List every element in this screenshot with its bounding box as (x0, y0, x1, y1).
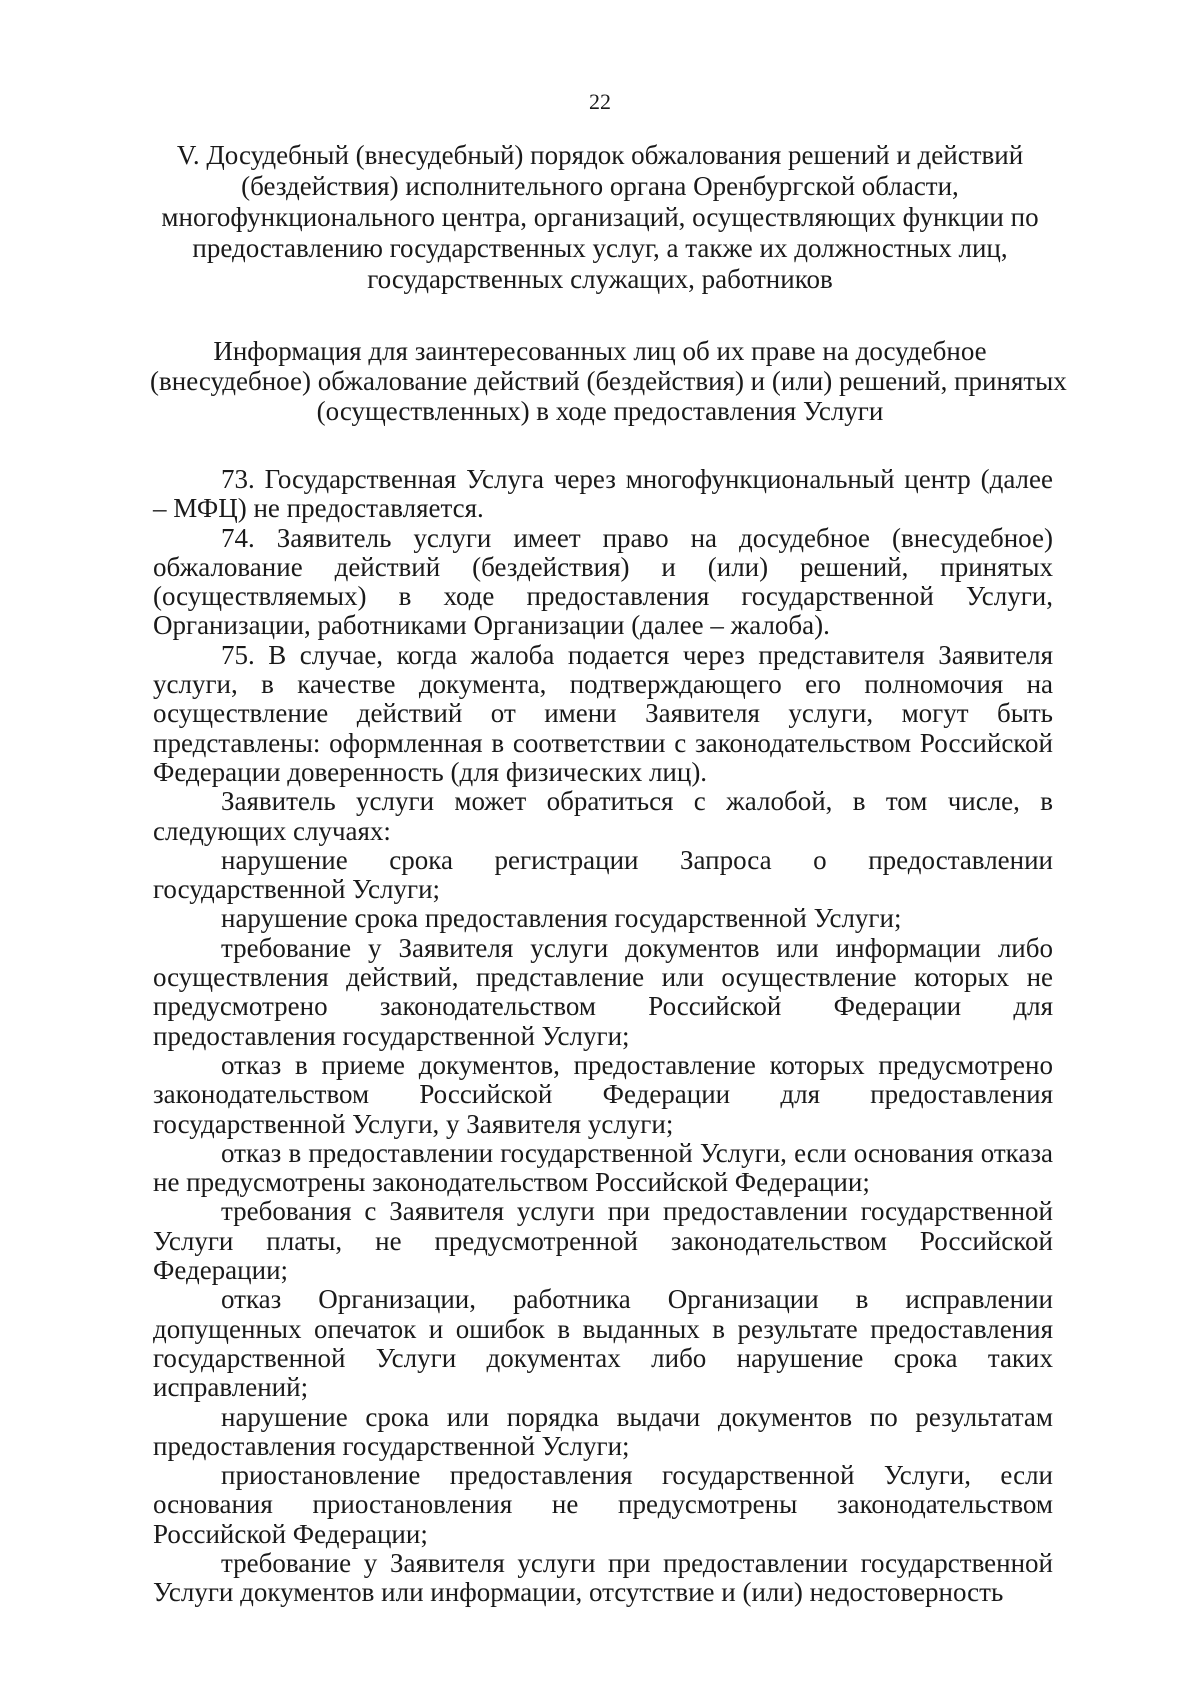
section-heading-line: V. Досудебный (внесудебный) порядок обжалования решений и действий (176, 140, 1024, 170)
section-heading-line: предоставлению государственных услуг, а также их должностных лиц, (192, 233, 1008, 263)
section-heading-line: (бездействия) исполнительного органа Оренбургской области, (241, 171, 959, 201)
sub-heading-line: (осуществленных) в ходе предоставления Услуги (316, 396, 884, 426)
sub-heading (150, 336, 1067, 426)
section-heading-line: государственных служащих, работников (367, 264, 833, 294)
page-number: 22 (589, 89, 611, 114)
paragraph-74: 74. Заявитель услуги имеет право на досудебное (внесудебное) обжалование действий (бездействия) и (или) решений, принятых (осуществляемых) в ходе предоставления государственной Услуги, Организации, работниками Организации (далее – жалоба). (153, 522, 1053, 641)
section-heading-line: многофункционального центра, организаций, осуществляющих функции по (161, 202, 1039, 232)
list-item: требования с Заявителя услуги при предоставлении государственной Услуги платы, не предусмотренной законодательством Российской Федерации; (153, 1196, 1053, 1286)
list-item: нарушение срока предоставления государственной Услуги; (221, 903, 902, 934)
paragraph-73: 73. Государственная Услуга через многофункциональный центр (далее – МФЦ) не предоставляется. (153, 464, 1053, 524)
body-text (153, 465, 1053, 1608)
list-item: нарушение срока регистрации Запроса о предоставлении государственной Услуги; (153, 844, 1053, 905)
paragraph-complaint-cases: Заявитель услуги может обратиться с жалобой, в том числе, в следующих случаях: (153, 786, 1053, 846)
list-item: отказ в предоставлении государственной Услуги, если основания отказа не предусмотрены законодательством Российской Федерации; (153, 1137, 1053, 1198)
section-heading (150, 140, 1050, 295)
list-item: требование у Заявителя услуги при предоставлении государственной Услуги документов или информации, отсутствие и (или) недостоверность (153, 1547, 1053, 1608)
sub-heading-line: (внесудебное) обжалование действий (бездействия) и (или) решений, принятых (150, 366, 1067, 396)
list-item: отказ Организации, работника Организации в исправлении допущенных опечаток и ошибок в выданных в результате предоставления государственной Услуги документах либо нарушение срока таких исправлений; (153, 1284, 1053, 1403)
list-item: требование у Заявителя услуги документов или информации либо осуществления действий, представление или осуществление которых не предусмотрено законодательством Российской Федерации для предоставления государственной Услуги; (153, 932, 1053, 1051)
list-item: отказ в приеме документов, предоставление которых предусмотрено законодательством Российской Федерации для предоставления государственной Услуги, у Заявителя услуги; (153, 1049, 1053, 1139)
list-item: нарушение срока или порядка выдачи документов по результатам предоставления государственной Услуги; (153, 1401, 1053, 1461)
list-item: приостановление предоставления государственной Услуги, если основания приостановления не предусмотрены законодательством Российской Федерации; (153, 1460, 1053, 1549)
paragraph-75: 75. В случае, когда жалоба подается через представителя Заявителя услуги, в качестве документа, подтверждающего его полномочия на осуществление действий от имени Заявителя услуги, могут быть представлены: оформленная в соответствии с законодательством Российской Федерации доверенность (для физических лиц). (153, 639, 1053, 787)
sub-heading-line: Информация для заинтересованных лиц об их праве на досудебное (213, 336, 987, 366)
